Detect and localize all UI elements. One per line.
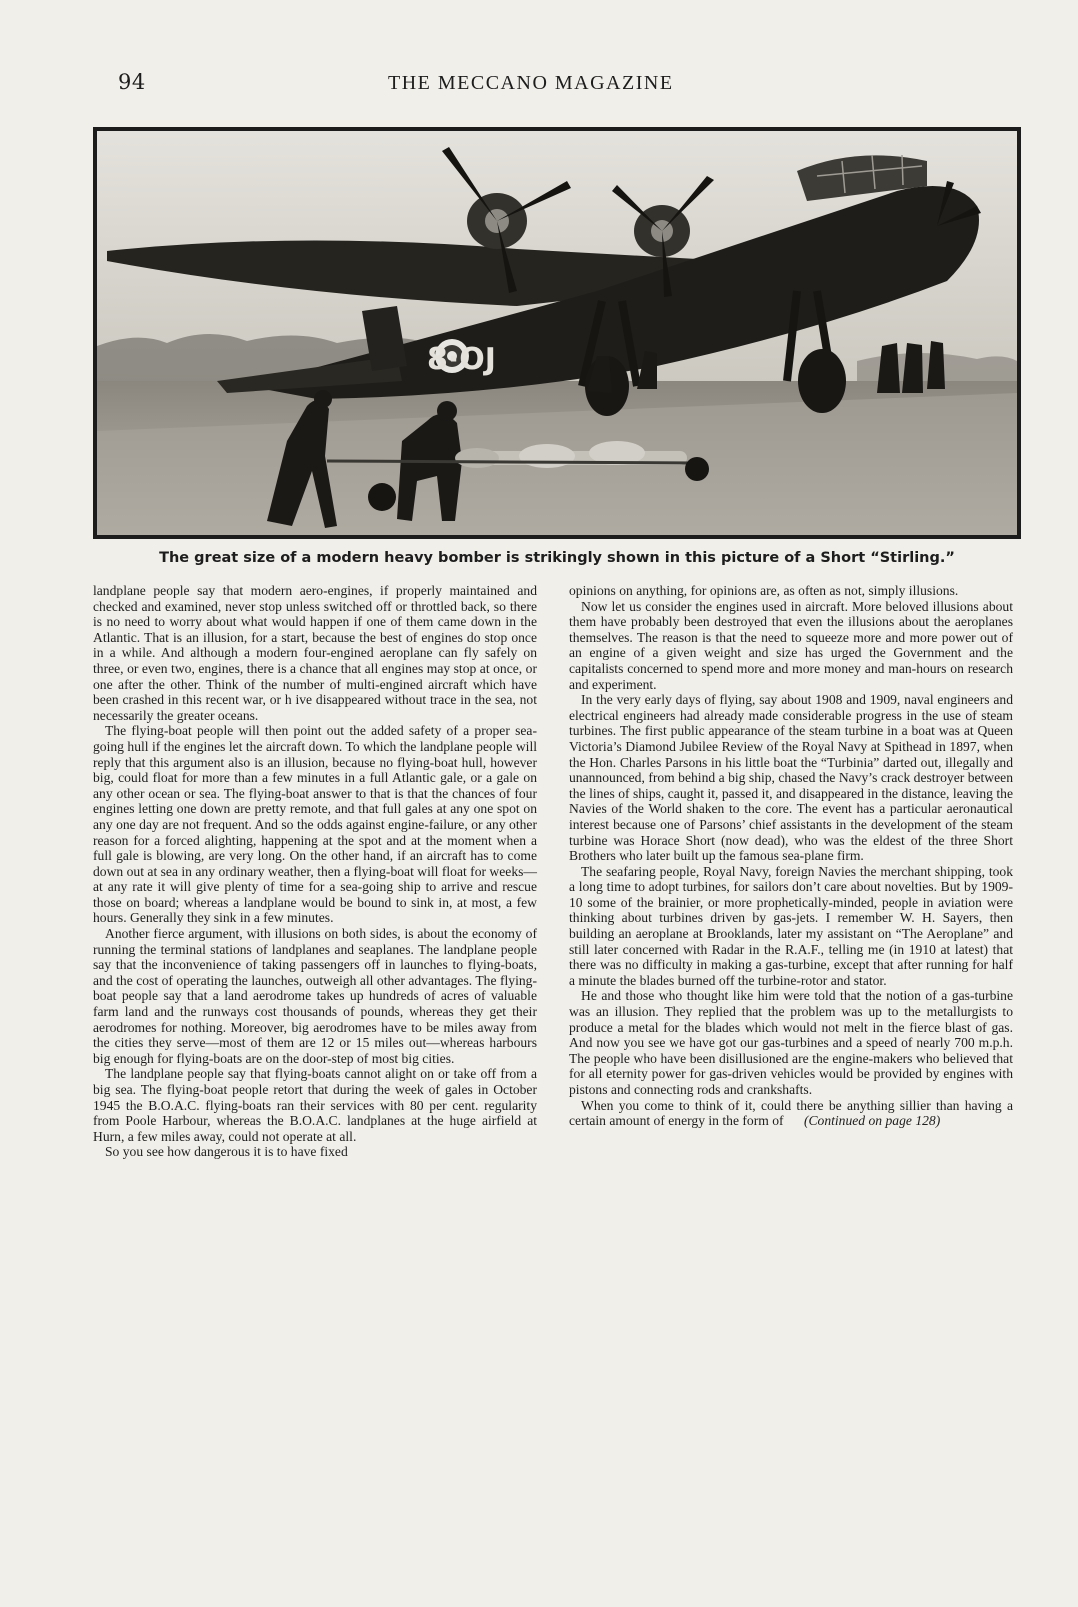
paragraph: The seafaring people, Royal Navy, foreign Navies the merchant shipping, took a long time to adopt turbines, for sailors don’t care about novelties. But by 1909-10 some of the brainier, or more prophetically-minded, people in aviation were thinking about turbines driven by gas-jets. I remember W. H. Sayers, then building an aeroplane at Brooklands, later my assistant on “The Aeroplane” and still later concerned with Radar in the R.A.F., telling me (in 1910 at latest) that there was no difficulty in making a gas-turbine, except that after running for half a minute the blades burned off the turbine-rotor and stator.: [569, 863, 1013, 988]
bomber-photograph: [93, 127, 1021, 539]
right-column: [569, 583, 1013, 1129]
left-column: [93, 583, 537, 1160]
paragraph: opinions on anything, for opinions are, as often as not, simply illusions.: [569, 583, 959, 598]
paragraph: He and those who thought like him were told that the notion of a gas-turbine was an illusion. They replied that the problem was up to the metallurgists to produce a metal for the blades which would not melt in the fierce blast of gas. And now you see we have got our gas-turbines and a speed of nearly 700 m.p.h. The people who have been disillusioned are the engine-makers who believed that for all eternity power for gas-driven vehicles would be provided by engines with pistons and connecting rods and crankshafts.: [569, 988, 1013, 1097]
paragraph: Another fierce argument, with illusions on both sides, is about the economy of running the terminal stations of landplanes and seaplanes. The landplane people say that the inconvenience of taking passengers off in launches to flying-boats, and the cost of operating the launches, outweigh all other advantages. The flying-boat people say that a land aerodrome takes up hundreds of acres of valuable farm land and the runways cost thousands of pounds, whereas they get their aerodromes for nothing. Moreover, big aerodromes have to be miles away from the cities they serve—most of them are 12 or 15 miles out—whereas harbours big enough for flying-boats are on the door-step of most big cities.: [93, 926, 537, 1066]
paragraph: landplane people say that modern aero-engines, if properly maintained and checked and examined, never stop unless switched off or throttled back, so there is no need to worry about what would happen if one of them came down in the Atlantic. That is an illusion, for a start, because the best of engines do stop once in a while. And although a modern four-engined aeroplane can fly safely on three, or even two, engines, there is a chance that all engines may stop at once, or one after the other. Think of the number of multi-engined aircraft which have been crashed in this recent war, or h ive disappeared without trace in the sea, not necessarily the greater oceans.: [93, 583, 537, 723]
magazine-title: THE MECCANO MAGAZINE: [388, 72, 674, 94]
stirling-bomber-image: [97, 131, 1017, 535]
continued-note: (Continued on page 128): [803, 1113, 941, 1129]
fuselage-marking: 8·OJ: [427, 342, 496, 377]
paragraph: Now let us consider the engines used in aircraft. More beloved illusions about them have probably been destroyed that even the illusions about the aeroplanes themselves. The reason is that the need to squeeze more and more power out of an engine of a given weight and size has urged the Government and the capitalists concerned to spend more and more money and man-hours on research and experiment.: [569, 598, 1013, 692]
paragraph: So you see how dangerous it is to have fixed: [105, 1144, 348, 1160]
paragraph: The flying-boat people will then point out the added safety of a proper sea-going hull if the engines let the aircraft down. To which the landplane people will reply that this argument also is an illusion, because no flying-boat hull, however big, could float for more than a few minutes in a full Atlantic gale, or a gale on any other ocean or sea. The flying-boat answer to that is that the chances of four engines letting one down are pretty remote, and that full gales at any one spot on any one day are not frequent. And so the odds against engine-failure, or any other reason for a forced alighting, happening at the spot and at the moment when a full gale is blowing, are very long. On the other hand, if an aircraft has to come down out at sea in any ordinary weather, then a flying-boat will float for weeks—at any rate it will give plenty of time for a sea-going ship to arrive and rescue those on board; whereas a landplane would be bound to sink in, at most, a few hours. Generally they sink in a few minutes.: [93, 723, 537, 926]
paragraph-last: [569, 1098, 1013, 1129]
paragraph: In the very early days of flying, say about 1908 and 1909, naval engineers and electrical engineers had already made considerable progress in the use of steam turbines. The first public appearance of the steam turbine in a boat was at Queen Victoria’s Diamond Jubilee Review of the Royal Navy at Spithead in 1897, when the Hon. Charles Parsons in his little boat the “Turbinia” darted out, illegally and unannounced, from behind a big ship, chased the Navy’s crack destroyer between the lines of ships, caught it, passed it, and disappeared in the distance, leaving the Navies of the World shaken to the core. The event has a particular aeronautical interest because one of Parsons’ chief assistants in the development of the steam turbine was Horace Short (now dead), who was the eldest of the three Short Brothers who later built up the famous sea-plane firm.: [569, 692, 1013, 864]
photo-caption: The great size of a modern heavy bomber is strikingly shown in this picture of a Short “Stirling.”: [159, 550, 955, 566]
page-number: 94: [118, 70, 146, 94]
paragraph: The landplane people say that flying-boats cannot alight on or take off from a big sea. The flying-boat people retort that during the week of gales in October 1945 the B.O.A.C. flying-boats ran their services with 80 per cent. regularity from Poole Harbour, whereas the B.O.A.C. landplanes at the huge airfield at Hurn, a few miles away, could not operate at all.: [93, 1066, 537, 1144]
paragraph-text: When you come to think of it, could there be anything sillier than having a certain amount of energy in the form of: [569, 1097, 1013, 1129]
